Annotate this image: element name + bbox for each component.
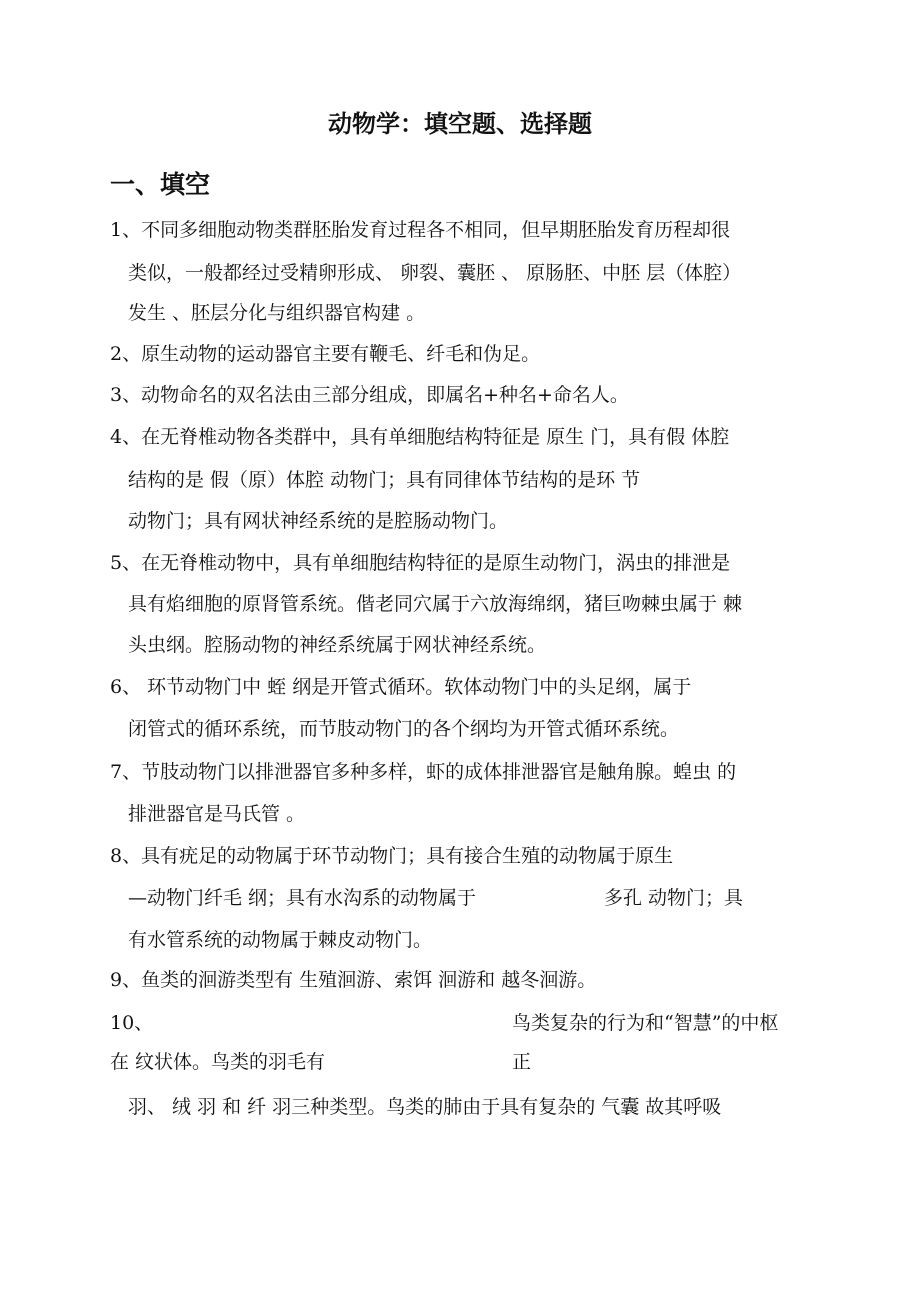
text-line: 动物门；具有网状神经系统的是腔肠动物门。 xyxy=(128,510,509,532)
text-line: 在 纹状体。鸟类的羽毛有 xyxy=(110,1051,326,1073)
text-line: 6、 环节动物门中 蛭 纲是开管式循环。软体动物门中的头足纲，属于 xyxy=(110,676,692,698)
text-line: 5、在无脊椎动物中，具有单细胞结构特征的是原生动物门，涡虫的排泄是 xyxy=(110,552,731,574)
text-line: 具有焰细胞的原肾管系统。偕老同穴属于六放海绵纲，猪巨吻棘虫属于 棘 xyxy=(128,593,743,615)
text-line: —动物门纤毛 纲；具有水沟系的动物属于 xyxy=(128,887,477,909)
text-line: 闭管式的循环系统，而节肢动物门的各个纲均为开管式循环系统。 xyxy=(128,718,680,740)
text-line: 发生 、胚层分化与组织器官构建 。 xyxy=(128,302,426,324)
text-line: 类似，一般都经过受精卵形成、 卵裂、囊胚 、 原肠胚、中胚 层（体腔） xyxy=(128,262,742,284)
text-line: 羽、 绒 羽 和 纤 羽三种类型。鸟类的肺由于具有复杂的 气囊 故其呼吸 xyxy=(128,1096,722,1118)
text-line: 9、鱼类的洄游类型有 生殖洄游、索饵 洄游和 越冬洄游。 xyxy=(110,969,597,991)
text-line: 8、具有疣足的动物属于环节动物门；具有接合生殖的动物属于原生 xyxy=(110,845,674,867)
text-line: 3、动物命名的双名法由三部分组成，即属名+种名+命名人。 xyxy=(110,384,629,406)
text-line: 2、原生动物的运动器官主要有鞭毛、纤毛和伪足。 xyxy=(110,343,541,365)
text-line: 1、不同多细胞动物类群胚胎发育过程各不相同，但早期胚胎发育历程却很 xyxy=(110,219,731,241)
text-line: 多孔 动物门；具 xyxy=(604,887,744,909)
text-line: 10、 xyxy=(110,1012,154,1034)
text-line: 头虫纲。腔肠动物的神经系统属于网状神经系统。 xyxy=(128,634,547,656)
text-line: 有水管系统的动物属于棘皮动物门。 xyxy=(128,929,433,951)
text-line: 排泄器官是马氏管 。 xyxy=(128,803,306,825)
section-heading: 一、填空 xyxy=(110,170,211,199)
text-line: 鸟类复杂的行为和“智慧”的中枢 xyxy=(512,1012,779,1034)
page-title: 动物学：填空题、选择题 xyxy=(328,110,592,138)
text-line: 7、节肢动物门以排泄器官多种多样，虾的成体排泄器官是触角腺。蝗虫 的 xyxy=(110,761,737,783)
text-line: 4、在无脊椎动物各类群中，具有单细胞结构特征是 原生 门，具有假 体腔 xyxy=(110,426,730,448)
text-line: 结构的是 假（原）体腔 动物门；具有同律体节结构的是环 节 xyxy=(128,469,641,491)
text-line: 正 xyxy=(512,1051,532,1073)
